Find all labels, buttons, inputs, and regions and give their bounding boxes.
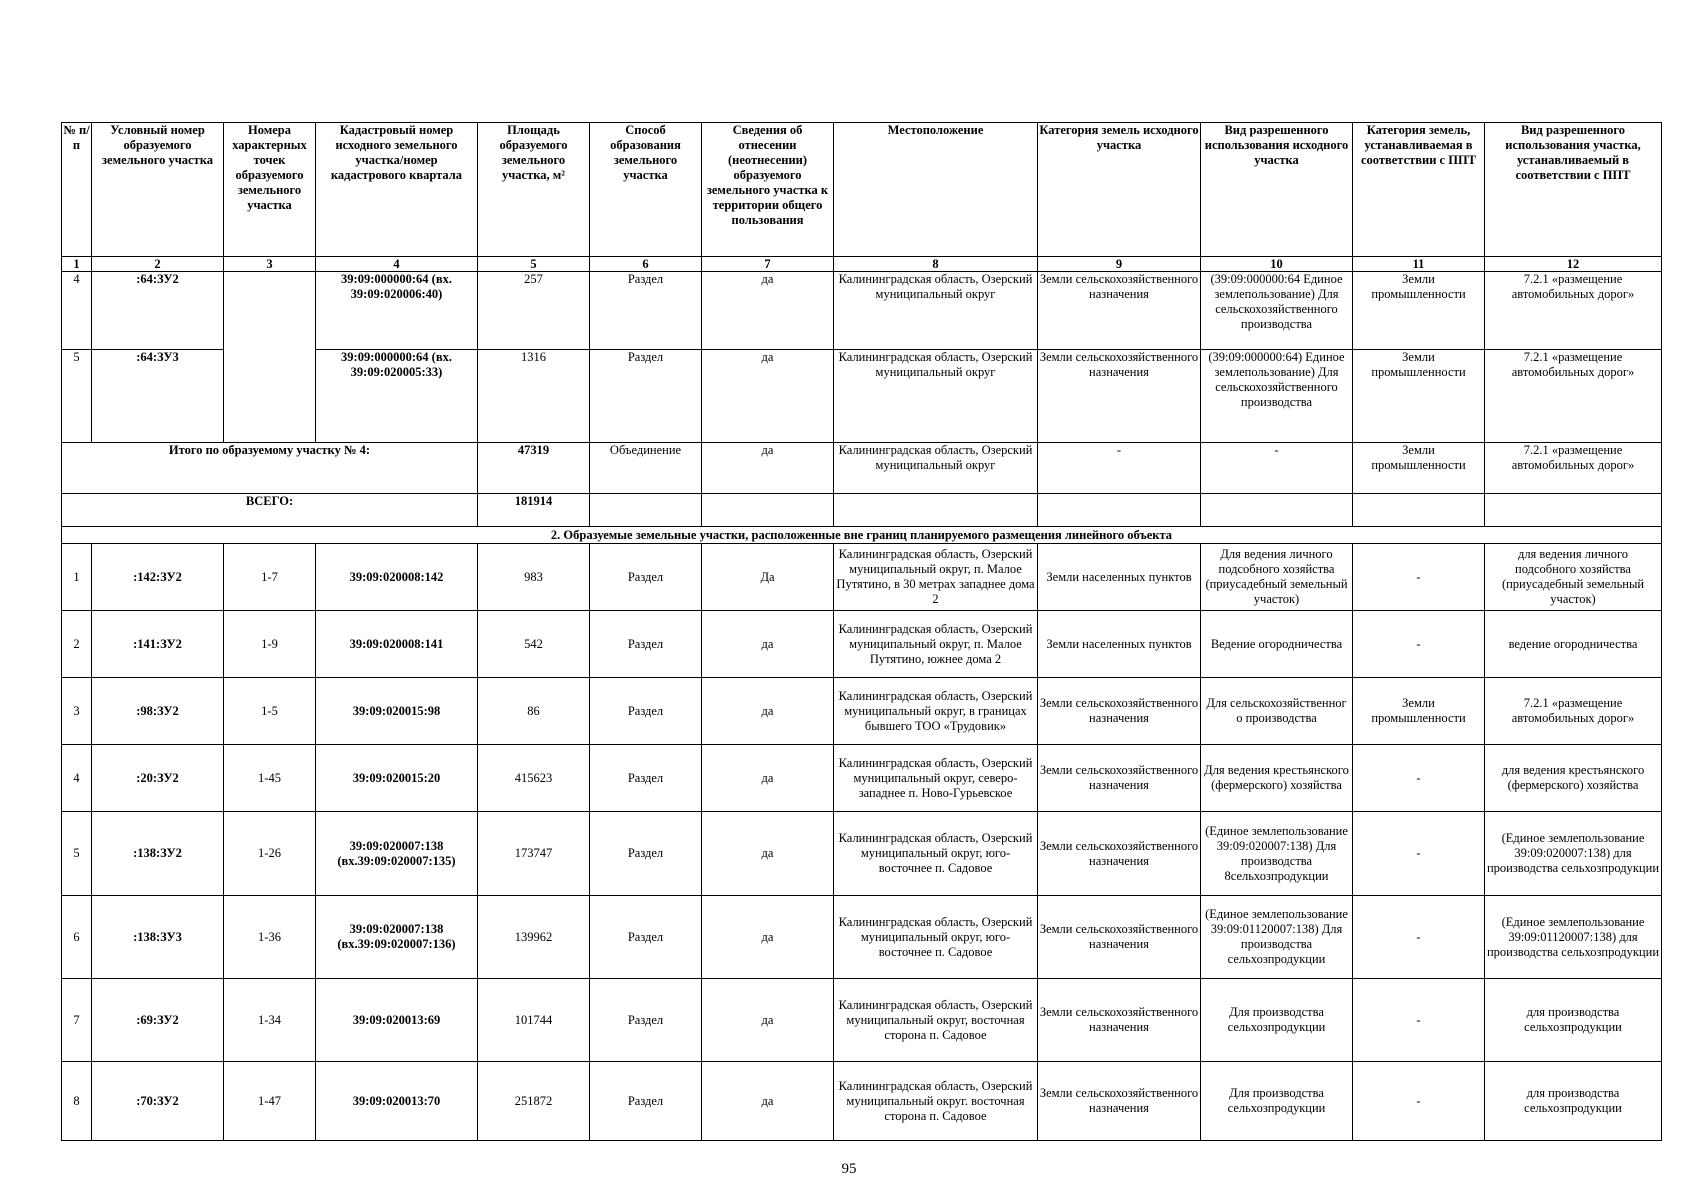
cell-public-use: да (702, 350, 834, 443)
column-number: 6 (590, 257, 702, 272)
cell-points: 1-7 (224, 544, 316, 611)
cell-method: Раздел (590, 979, 702, 1062)
cell-category: Земли сельскохозяйственного назначения (1038, 979, 1201, 1062)
cell-points (224, 272, 316, 443)
cell-method: Раздел (590, 896, 702, 979)
header-cell: Категория земель исходного участка (1038, 123, 1201, 257)
cell-cadastral-number: 39:09:020007:138 (вх.39:09:020007:135) (316, 812, 478, 896)
cell-category: Земли населенных пунктов (1038, 544, 1201, 611)
cell-public-use: Да (702, 544, 834, 611)
cell-method: Раздел (590, 544, 702, 611)
table-row (62, 812, 1662, 896)
subtotal-category: - (1038, 443, 1201, 494)
column-number: 10 (1201, 257, 1353, 272)
cell-category-new: - (1353, 611, 1485, 678)
cell-category-new: - (1353, 812, 1485, 896)
cell-area: 983 (478, 544, 590, 611)
cell-public-use: да (702, 812, 834, 896)
total-row (62, 494, 1662, 527)
cell-category: Земли населенных пунктов (1038, 611, 1201, 678)
cell-permitted-use: (Единое землепользование 39:09:01120007:138) Для производства сельхозпродукции (1201, 896, 1353, 979)
cell-cadastral-number: 39:09:020015:20 (316, 745, 478, 812)
cell-number: 8 (62, 1062, 92, 1141)
cell-category-new: - (1353, 544, 1485, 611)
column-number: 8 (834, 257, 1038, 272)
cell-area: 86 (478, 678, 590, 745)
empty-cell (1485, 494, 1662, 527)
cell-permitted-use-new: 7.2.1 «размещение автомобильных дорог» (1485, 350, 1662, 443)
cell-conditional-number: :64:ЗУ2 (92, 272, 224, 350)
empty-cell (702, 494, 834, 527)
cell-permitted-use-new: для ведения личного подсобного хозяйства (приусадебный земельный участок) (1485, 544, 1662, 611)
cell-conditional-number: :20:ЗУ2 (92, 745, 224, 812)
cell-category: Земли сельскохозяйственного назначения (1038, 812, 1201, 896)
total-label: ВСЕГО: (62, 494, 478, 527)
cell-points: 1-36 (224, 896, 316, 979)
cell-method: Раздел (590, 812, 702, 896)
cell-area: 542 (478, 611, 590, 678)
cell-method: Раздел (590, 1062, 702, 1141)
cell-conditional-number: :142:ЗУ2 (92, 544, 224, 611)
cell-public-use: да (702, 678, 834, 745)
cell-category: Земли сельскохозяйственного назначения (1038, 350, 1201, 443)
cell-conditional-number: :138:ЗУ3 (92, 896, 224, 979)
cell-public-use: да (702, 1062, 834, 1141)
column-number: 2 (92, 257, 224, 272)
subtotal-permitted-use: - (1201, 443, 1353, 494)
cell-location: Калининградская область, Озерский муниципальный округ, в границах бывшего ТОО «Трудовик» (834, 678, 1038, 745)
cell-area: 1316 (478, 350, 590, 443)
cell-permitted-use-new: 7.2.1 «размещение автомобильных дорог» (1485, 678, 1662, 745)
cell-category: Земли сельскохозяйственного назначения (1038, 678, 1201, 745)
table-row (62, 979, 1662, 1062)
cell-category-new: - (1353, 979, 1485, 1062)
cell-category: Земли сельскохозяйственного назначения (1038, 272, 1201, 350)
cell-method: Раздел (590, 678, 702, 745)
empty-cell (834, 494, 1038, 527)
subtotal-method: Объединение (590, 443, 702, 494)
cell-location: Калининградская область, Озерский муниципальный округ, п. Малое Путятино, в 30 метрах западнее дома 2 (834, 544, 1038, 611)
cell-permitted-use-new: для ведения крестьянского (фермерского) хозяйства (1485, 745, 1662, 812)
column-number: 4 (316, 257, 478, 272)
cell-category-new: Земли промышленности (1353, 350, 1485, 443)
header-cell: Местоположение (834, 123, 1038, 257)
table-row (62, 896, 1662, 979)
cell-conditional-number: :138:ЗУ2 (92, 812, 224, 896)
cell-public-use: да (702, 979, 834, 1062)
subtotal-permitted-use-new: 7.2.1 «размещение автомобильных дорог» (1485, 443, 1662, 494)
empty-cell (1353, 494, 1485, 527)
cell-cadastral-number: 39:09:020008:141 (316, 611, 478, 678)
column-number: 5 (478, 257, 590, 272)
table-row (62, 745, 1662, 812)
total-area: 181914 (478, 494, 590, 527)
page-number: 95 (841, 1161, 857, 1177)
cell-points: 1-47 (224, 1062, 316, 1141)
cell-permitted-use: (39:09:000000:64) Единое землепользование) Для сельскохозяйственного производства (1201, 350, 1353, 443)
header-cell: Вид разрешенного использования участка, устанавливаемый в соответствии с ППТ (1485, 123, 1662, 257)
cell-cadastral-number: 39:09:020008:142 (316, 544, 478, 611)
cell-conditional-number: :141:ЗУ2 (92, 611, 224, 678)
table-row (62, 678, 1662, 745)
subtotal-public-use: да (702, 443, 834, 494)
header-cell: № п/п (62, 123, 92, 257)
cell-category-new: - (1353, 1062, 1485, 1141)
cell-category: Земли сельскохозяйственного назначения (1038, 1062, 1201, 1141)
table-row (62, 272, 1662, 350)
cell-number: 6 (62, 896, 92, 979)
cell-number: 1 (62, 544, 92, 611)
cell-public-use: да (702, 611, 834, 678)
cell-permitted-use-new: ведение огородничества (1485, 611, 1662, 678)
cell-location: Калининградская область, Озерский муниципальный округ (834, 272, 1038, 350)
cell-method: Раздел (590, 272, 702, 350)
table-row (62, 544, 1662, 611)
header-cell: Кадастровый номер исходного земельного участка/номер кадастрового квартала (316, 123, 478, 257)
cell-number: 5 (62, 350, 92, 443)
subtotal-location: Калининградская область, Озерский муниципальный округ (834, 443, 1038, 494)
cell-number: 3 (62, 678, 92, 745)
cell-number: 2 (62, 611, 92, 678)
cell-permitted-use-new: 7.2.1 «размещение автомобильных дорог» (1485, 272, 1662, 350)
cell-category: Земли сельскохозяйственного назначения (1038, 745, 1201, 812)
cell-points: 1-45 (224, 745, 316, 812)
cell-conditional-number: :70:ЗУ2 (92, 1062, 224, 1141)
column-number: 3 (224, 257, 316, 272)
cell-method: Раздел (590, 611, 702, 678)
cell-cadastral-number: 39:09:020007:138 (вх.39:09:020007:136) (316, 896, 478, 979)
cell-area: 415623 (478, 745, 590, 812)
cell-permitted-use: Для сельскохозяйственног о производства (1201, 678, 1353, 745)
cell-permitted-use: Для производства сельхозпродукции (1201, 1062, 1353, 1141)
table-row (62, 1062, 1662, 1141)
cell-conditional-number: :98:ЗУ2 (92, 678, 224, 745)
empty-cell (590, 494, 702, 527)
column-number: 1 (62, 257, 92, 272)
cell-location: Калининградская область, Озерский муниципальный округ (834, 350, 1038, 443)
cell-location: Калининградская область, Озерский муниципальный округ, восточная сторона п. Садовое (834, 979, 1038, 1062)
column-number: 12 (1485, 257, 1662, 272)
cell-conditional-number: :69:ЗУ2 (92, 979, 224, 1062)
cell-permitted-use: Для ведения крестьянского (фермерского) хозяйства (1201, 745, 1353, 812)
cell-method: Раздел (590, 350, 702, 443)
land-plots-table (61, 122, 1662, 1141)
cell-category: Земли сельскохозяйственного назначения (1038, 896, 1201, 979)
header-cell: Способ образования земельного участка (590, 123, 702, 257)
cell-cadastral-number: 39:09:020013:70 (316, 1062, 478, 1141)
cell-permitted-use: (39:09:000000:64 Единое землепользование) Для сельскохозяйственного производства (1201, 272, 1353, 350)
subtotal-category-new: Земли промышленности (1353, 443, 1485, 494)
cell-location: Калининградская область, Озерский муниципальный округ, п. Малое Путятино, южнее дома 2 (834, 611, 1038, 678)
cell-points: 1-9 (224, 611, 316, 678)
cell-conditional-number: :64:ЗУ3 (92, 350, 224, 443)
column-number: 7 (702, 257, 834, 272)
section-title: 2. Образуемые земельные участки, расположенные вне границ планируемого размещения линейного объекта (62, 527, 1662, 544)
cell-permitted-use: Для производства сельхозпродукции (1201, 979, 1353, 1062)
empty-cell (1038, 494, 1201, 527)
cell-method: Раздел (590, 745, 702, 812)
cell-location: Калининградская область, Озерский муниципальный округ, северо-западнее п. Ново-Гурьевское (834, 745, 1038, 812)
table-header-row (62, 123, 1662, 257)
cell-cadastral-number: 39:09:000000:64 (вх. 39:09:020006:40) (316, 272, 478, 350)
cell-number: 7 (62, 979, 92, 1062)
cell-permitted-use: Для ведения личного подсобного хозяйства (приусадебный земельный участок) (1201, 544, 1353, 611)
cell-category-new: - (1353, 896, 1485, 979)
header-cell: Условный номер образуемого земельного участка (92, 123, 224, 257)
cell-permitted-use-new: (Единое землепользование 39:09:01120007:138) для производства сельхозпродукции (1485, 896, 1662, 979)
cell-area: 257 (478, 272, 590, 350)
header-cell: Категория земель, устанавливаемая в соответствии с ППТ (1353, 123, 1485, 257)
cell-cadastral-number: 39:09:000000:64 (вх. 39:09:020005:33) (316, 350, 478, 443)
cell-cadastral-number: 39:09:020015:98 (316, 678, 478, 745)
subtotal-row (62, 443, 1662, 494)
subtotal-area: 47319 (478, 443, 590, 494)
column-number: 9 (1038, 257, 1201, 272)
cell-permitted-use: (Единое землепользование 39:09:020007:138) Для производства 8сельхозпродукции (1201, 812, 1353, 896)
cell-points: 1-26 (224, 812, 316, 896)
cell-number: 5 (62, 812, 92, 896)
cell-category-new: - (1353, 745, 1485, 812)
cell-public-use: да (702, 272, 834, 350)
column-number: 11 (1353, 257, 1485, 272)
cell-public-use: да (702, 745, 834, 812)
header-cell: Площадь образуемого земельного участка, м² (478, 123, 590, 257)
cell-permitted-use-new: для производства сельхозпродукции (1485, 979, 1662, 1062)
cell-location: Калининградская область, Озерский муниципальный округ, юго-восточнее п. Садовое (834, 896, 1038, 979)
cell-location: Калининградская область, Озерский муниципальный округ. восточная сторона п. Садовое (834, 1062, 1038, 1141)
cell-number: 4 (62, 745, 92, 812)
subtotal-label: Итого по образуемому участку № 4: (62, 443, 478, 494)
cell-points: 1-34 (224, 979, 316, 1062)
header-cell: Номера характерных точек образуемого земельного участка (224, 123, 316, 257)
cell-permitted-use: Ведение огородничества (1201, 611, 1353, 678)
cell-number: 4 (62, 272, 92, 350)
header-cell: Вид разрешенного использования исходного участка (1201, 123, 1353, 257)
cell-permitted-use-new: (Единое землепользование 39:09:020007:138) для производства сельхозпродукции (1485, 812, 1662, 896)
cell-cadastral-number: 39:09:020013:69 (316, 979, 478, 1062)
cell-permitted-use-new: для производства сельхозпродукции (1485, 1062, 1662, 1141)
table-row (62, 611, 1662, 678)
cell-location: Калининградская область, Озерский муниципальный округ, юго-восточнее п. Садовое (834, 812, 1038, 896)
section-title-row (62, 527, 1662, 544)
cell-public-use: да (702, 896, 834, 979)
cell-area: 139962 (478, 896, 590, 979)
cell-area: 251872 (478, 1062, 590, 1141)
cell-points: 1-5 (224, 678, 316, 745)
cell-area: 173747 (478, 812, 590, 896)
cell-area: 101744 (478, 979, 590, 1062)
header-cell: Сведения об отнесении (неотнесении) образуемого земельного участка к территории общего пользования (702, 123, 834, 257)
column-number-row (62, 257, 1662, 272)
empty-cell (1201, 494, 1353, 527)
cell-category-new: Земли промышленности (1353, 678, 1485, 745)
cell-category-new: Земли промышленности (1353, 272, 1485, 350)
